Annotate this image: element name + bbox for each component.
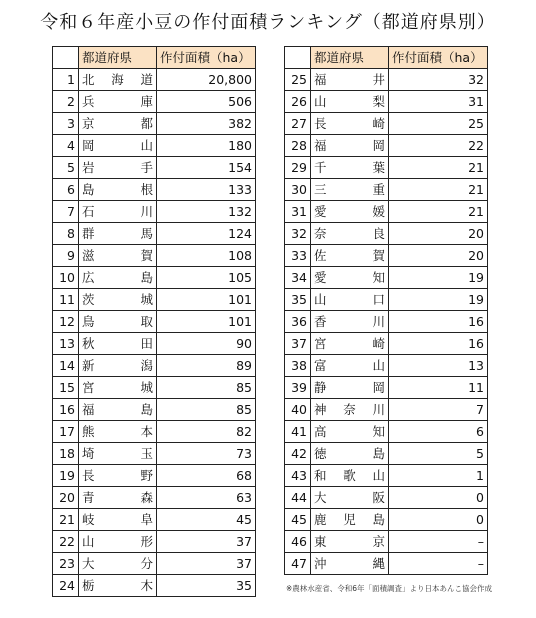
area-cell: 25 <box>389 113 488 135</box>
table-row <box>285 223 488 245</box>
table-row <box>285 179 488 201</box>
area-cell: 0 <box>389 509 488 531</box>
area-cell: 21 <box>389 157 488 179</box>
rank-cell: 32 <box>285 223 311 245</box>
rank-cell: 21 <box>53 509 79 531</box>
area-cell: 0 <box>389 487 488 509</box>
pref-cell: 鳥取 <box>79 311 157 333</box>
pref-cell: 山梨 <box>311 91 389 113</box>
rank-cell: 42 <box>285 443 311 465</box>
table-row <box>53 157 256 179</box>
area-cell: 22 <box>389 135 488 157</box>
pref-cell: 高知 <box>311 421 389 443</box>
pref-cell: 福井 <box>311 69 389 91</box>
table-row <box>53 311 256 333</box>
table-row <box>53 179 256 201</box>
rank-cell: 3 <box>53 113 79 135</box>
table-row <box>53 245 256 267</box>
rank-cell: 8 <box>53 223 79 245</box>
table-row <box>53 377 256 399</box>
pref-cell: 石川 <box>79 201 157 223</box>
rank-cell: 22 <box>53 531 79 553</box>
pref-cell: 岩手 <box>79 157 157 179</box>
pref-cell: 神奈川 <box>311 399 389 421</box>
pref-cell: 宮城 <box>79 377 157 399</box>
pref-cell: 山口 <box>311 289 389 311</box>
table-row <box>53 355 256 377</box>
pref-cell: 広島 <box>79 267 157 289</box>
area-cell: 382 <box>157 113 256 135</box>
rank-cell: 27 <box>285 113 311 135</box>
pref-cell: 東京 <box>311 531 389 553</box>
table-row <box>285 113 488 135</box>
table-row <box>53 113 256 135</box>
area-cell: 16 <box>389 333 488 355</box>
rank-cell: 7 <box>53 201 79 223</box>
pref-cell: 島根 <box>79 179 157 201</box>
area-cell: 63 <box>157 487 256 509</box>
source-note: ※農林水産省、令和6年「面積調査」より日本あんこ協会作成 <box>286 584 493 593</box>
rank-cell: 40 <box>285 399 311 421</box>
table-row <box>285 157 488 179</box>
rank-cell: 20 <box>53 487 79 509</box>
table-row <box>285 487 488 509</box>
pref-cell: 奈良 <box>311 223 389 245</box>
rank-cell: 38 <box>285 355 311 377</box>
table-row <box>53 399 256 421</box>
pref-cell: 長崎 <box>311 113 389 135</box>
area-cell: 180 <box>157 135 256 157</box>
rank-cell: 15 <box>53 377 79 399</box>
pref-cell: 三重 <box>311 179 389 201</box>
rank-cell: 33 <box>285 245 311 267</box>
table-row <box>53 289 256 311</box>
rank-cell: 19 <box>53 465 79 487</box>
pref-header: 都道府県 <box>311 47 389 69</box>
rank-cell: 35 <box>285 289 311 311</box>
pref-cell: 福岡 <box>311 135 389 157</box>
table-row <box>285 311 488 333</box>
pref-cell: 宮崎 <box>311 333 389 355</box>
pref-cell: 秋田 <box>79 333 157 355</box>
pref-cell: 愛媛 <box>311 201 389 223</box>
rank-cell: 29 <box>285 157 311 179</box>
table-row <box>285 443 488 465</box>
area-cell: 37 <box>157 553 256 575</box>
area-cell: – <box>389 553 488 575</box>
table-row <box>53 201 256 223</box>
rank-cell: 9 <box>53 245 79 267</box>
pref-cell: 岡山 <box>79 135 157 157</box>
area-header: 作付面積（ha） <box>389 47 488 69</box>
area-cell: 154 <box>157 157 256 179</box>
pref-cell: 兵庫 <box>79 91 157 113</box>
pref-cell: 長野 <box>79 465 157 487</box>
table-row <box>285 399 488 421</box>
table-row <box>285 69 488 91</box>
pref-cell: 鹿児島 <box>311 509 389 531</box>
rank-cell: 2 <box>53 91 79 113</box>
table-row <box>285 135 488 157</box>
table-row <box>53 487 256 509</box>
table-row <box>285 553 488 575</box>
area-cell: 68 <box>157 465 256 487</box>
rank-cell: 14 <box>53 355 79 377</box>
table-row <box>53 509 256 531</box>
area-cell: 89 <box>157 355 256 377</box>
area-cell: 101 <box>157 311 256 333</box>
area-cell: 506 <box>157 91 256 113</box>
area-cell: 19 <box>389 289 488 311</box>
pref-cell: 福島 <box>79 399 157 421</box>
rank-cell: 1 <box>53 69 79 91</box>
rank-cell: 6 <box>53 179 79 201</box>
area-cell: 5 <box>389 443 488 465</box>
area-cell: 20 <box>389 245 488 267</box>
table-row <box>53 553 256 575</box>
pref-cell: 山形 <box>79 531 157 553</box>
area-cell: – <box>389 531 488 553</box>
area-cell: 37 <box>157 531 256 553</box>
pref-cell: 和歌山 <box>311 465 389 487</box>
area-cell: 101 <box>157 289 256 311</box>
rank-cell: 4 <box>53 135 79 157</box>
table-row <box>53 443 256 465</box>
pref-cell: 新潟 <box>79 355 157 377</box>
rank-cell: 12 <box>53 311 79 333</box>
pref-cell: 青森 <box>79 487 157 509</box>
table-row <box>53 135 256 157</box>
rank-header <box>53 47 79 69</box>
pref-cell: 岐阜 <box>79 509 157 531</box>
rank-cell: 13 <box>53 333 79 355</box>
pref-cell: 京都 <box>79 113 157 135</box>
ranking-table-right <box>284 46 488 575</box>
rank-cell: 28 <box>285 135 311 157</box>
table-row <box>285 465 488 487</box>
pref-cell: 静岡 <box>311 377 389 399</box>
pref-cell: 滋賀 <box>79 245 157 267</box>
table-row <box>285 245 488 267</box>
rank-cell: 44 <box>285 487 311 509</box>
rank-cell: 45 <box>285 509 311 531</box>
rank-cell: 25 <box>285 69 311 91</box>
rank-cell: 16 <box>53 399 79 421</box>
table-row <box>285 333 488 355</box>
pref-cell: 富山 <box>311 355 389 377</box>
pref-cell: 大阪 <box>311 487 389 509</box>
pref-header: 都道府県 <box>79 47 157 69</box>
rank-cell: 41 <box>285 421 311 443</box>
pref-cell: 熊本 <box>79 421 157 443</box>
table-header-row <box>285 47 488 69</box>
area-cell: 1 <box>389 465 488 487</box>
area-cell: 32 <box>389 69 488 91</box>
table-row <box>285 289 488 311</box>
rank-cell: 5 <box>53 157 79 179</box>
rank-cell: 23 <box>53 553 79 575</box>
table-row <box>285 355 488 377</box>
area-cell: 20,800 <box>157 69 256 91</box>
table-row <box>53 531 256 553</box>
area-cell: 90 <box>157 333 256 355</box>
area-cell: 124 <box>157 223 256 245</box>
pref-cell: 茨城 <box>79 289 157 311</box>
area-cell: 11 <box>389 377 488 399</box>
table-row <box>53 223 256 245</box>
table-row <box>53 465 256 487</box>
table-row <box>53 69 256 91</box>
rank-cell: 18 <box>53 443 79 465</box>
area-cell: 21 <box>389 179 488 201</box>
rank-cell: 43 <box>285 465 311 487</box>
area-cell: 105 <box>157 267 256 289</box>
area-cell: 19 <box>389 267 488 289</box>
area-cell: 16 <box>389 311 488 333</box>
rank-cell: 31 <box>285 201 311 223</box>
area-cell: 13 <box>389 355 488 377</box>
pref-cell: 愛知 <box>311 267 389 289</box>
pref-cell: 千葉 <box>311 157 389 179</box>
pref-cell: 栃木 <box>79 575 157 597</box>
rank-cell: 17 <box>53 421 79 443</box>
table-row <box>53 421 256 443</box>
rank-cell: 24 <box>53 575 79 597</box>
table-row <box>53 91 256 113</box>
area-cell: 31 <box>389 91 488 113</box>
area-cell: 6 <box>389 421 488 443</box>
pref-cell: 群馬 <box>79 223 157 245</box>
table-row <box>285 509 488 531</box>
rank-cell: 26 <box>285 91 311 113</box>
area-cell: 20 <box>389 223 488 245</box>
rank-cell: 11 <box>53 289 79 311</box>
area-cell: 132 <box>157 201 256 223</box>
area-header: 作付面積（ha） <box>157 47 256 69</box>
rank-cell: 30 <box>285 179 311 201</box>
table-row <box>285 267 488 289</box>
area-cell: 7 <box>389 399 488 421</box>
rank-cell: 36 <box>285 311 311 333</box>
area-cell: 108 <box>157 245 256 267</box>
table-row <box>53 575 256 597</box>
pref-cell: 香川 <box>311 311 389 333</box>
pref-cell: 北海道 <box>79 69 157 91</box>
table-row <box>53 333 256 355</box>
pref-cell: 沖縄 <box>311 553 389 575</box>
area-cell: 82 <box>157 421 256 443</box>
table-row <box>285 377 488 399</box>
rank-cell: 47 <box>285 553 311 575</box>
rank-cell: 10 <box>53 267 79 289</box>
pref-cell: 徳島 <box>311 443 389 465</box>
table-row <box>285 91 488 113</box>
rank-cell: 34 <box>285 267 311 289</box>
page-title: 令和６年産小豆の作付面積ランキング（都道府県別） <box>40 12 496 33</box>
table-row <box>53 267 256 289</box>
area-cell: 45 <box>157 509 256 531</box>
ranking-table-left <box>52 46 256 597</box>
area-cell: 35 <box>157 575 256 597</box>
pref-cell: 大分 <box>79 553 157 575</box>
area-cell: 21 <box>389 201 488 223</box>
rank-cell: 37 <box>285 333 311 355</box>
pref-cell: 佐賀 <box>311 245 389 267</box>
rank-header <box>285 47 311 69</box>
area-cell: 85 <box>157 377 256 399</box>
table-header-row <box>53 47 256 69</box>
rank-cell: 39 <box>285 377 311 399</box>
rank-cell: 46 <box>285 531 311 553</box>
area-cell: 85 <box>157 399 256 421</box>
table-row <box>285 531 488 553</box>
pref-cell: 埼玉 <box>79 443 157 465</box>
area-cell: 133 <box>157 179 256 201</box>
area-cell: 73 <box>157 443 256 465</box>
table-row <box>285 421 488 443</box>
table-row <box>285 201 488 223</box>
